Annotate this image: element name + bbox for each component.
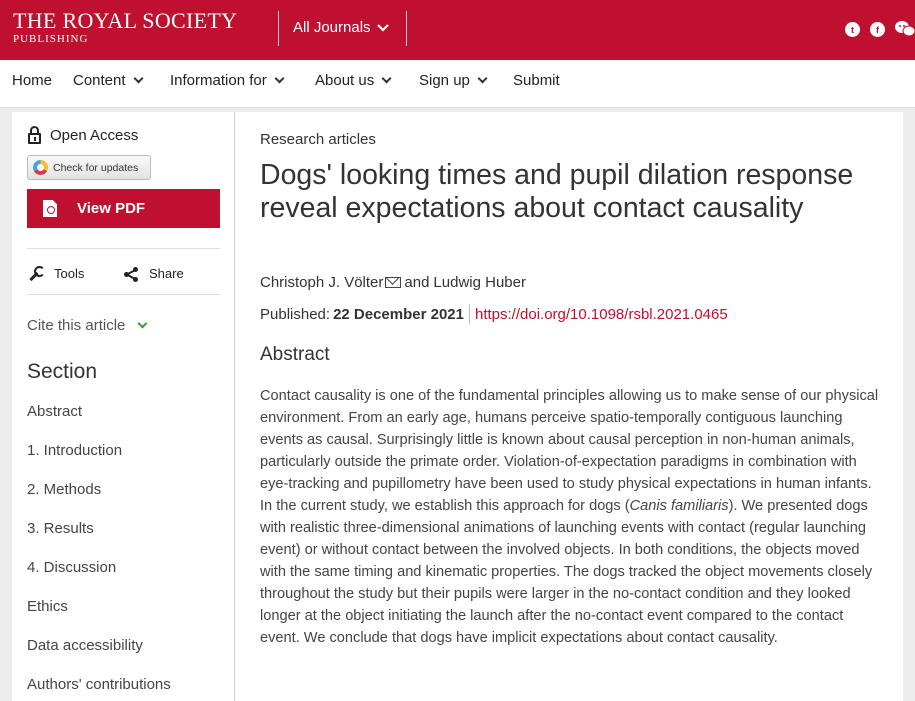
doi-link[interactable]: https://doi.org/10.1098/rsbl.2021.0465 [475, 305, 728, 323]
nav-sign-up[interactable] [419, 72, 486, 89]
sidebar-divider [27, 248, 220, 249]
open-lock-icon [28, 126, 41, 144]
chevron-down-icon [133, 74, 143, 84]
published-label: Published: [260, 305, 331, 323]
top-header-bar [0, 0, 915, 60]
author-list [260, 274, 526, 291]
share-icon [124, 267, 138, 281]
nav-home-label: Home [12, 72, 53, 89]
check-updates-label: Check for updates [53, 161, 139, 174]
section-link-data-accessibility[interactable]: Data accessibility [27, 637, 143, 654]
tools-button[interactable] [28, 266, 84, 281]
twitter-icon[interactable]: t [845, 22, 860, 37]
section-link-authors-contributions[interactable]: Authors' contributions [27, 676, 171, 693]
nav-about-us[interactable] [315, 72, 390, 89]
cite-this-article-toggle[interactable] [27, 317, 146, 334]
royal-society-logo[interactable] [13, 9, 237, 45]
share-label: Share [149, 266, 184, 281]
section-heading: Section [27, 360, 98, 383]
nav-information-for[interactable] [170, 72, 283, 89]
wrench-icon [28, 266, 43, 281]
header-divider [278, 11, 279, 46]
cite-label: Cite this article [27, 317, 126, 334]
published-divider [469, 304, 470, 324]
publication-info [260, 304, 728, 324]
nav-about-us-label: About us [315, 72, 375, 89]
wechat-icon[interactable] [895, 20, 915, 38]
chevron-down-icon [382, 74, 392, 84]
check-for-updates-button[interactable] [27, 155, 151, 180]
species-name: Canis familiaris [629, 498, 729, 514]
logo-main-text: THE ROYAL SOCIETY [13, 8, 238, 33]
section-link-results[interactable]: 3. Results [27, 520, 94, 537]
article-category: Research articles [260, 131, 376, 148]
facebook-icon[interactable]: f [870, 22, 885, 37]
section-link-introduction[interactable]: 1. Introduction [27, 442, 123, 459]
chevron-down-icon [138, 319, 148, 329]
pdf-icon [43, 200, 57, 217]
all-journals-label: All Journals [293, 19, 371, 36]
article-sidebar [12, 112, 235, 701]
main-navigation [0, 60, 915, 108]
article-page [12, 112, 903, 701]
abstract-text [260, 385, 882, 649]
tools-label: Tools [54, 266, 85, 281]
nav-submit[interactable] [513, 72, 560, 89]
author-separator: and [404, 274, 430, 291]
sidebar-divider [27, 294, 220, 295]
nav-content-label: Content [73, 72, 126, 89]
published-date: 22 December 2021 [333, 305, 464, 323]
chevron-down-icon [377, 24, 389, 32]
section-link-methods[interactable]: 2. Methods [27, 481, 102, 498]
abstract-text-part: Contact causality is one of the fundamental principles allowing us to make sense of our physical environment. From an early age, humans perceive spatio-temporally contiguous launching events as causal. Surprisingly little is known about causal perception in non-human animals, particularly outside the primate order. Violation-of-expectation paradigms in combination with eye-tracking and pupillometry have been used to study physical expectations in human infants. In the current study, we establish this approach for dogs ( [260, 388, 879, 514]
share-button[interactable] [124, 266, 184, 281]
open-access-label: Open Access [50, 126, 139, 144]
header-divider [406, 11, 407, 46]
logo-sub-text: PUBLISHING [13, 33, 89, 45]
mail-icon[interactable] [385, 277, 401, 288]
abstract-text-part: ). We presented dogs with realistic three-dimensional animations of launching events with contact (regular launching event) or without contact between the involved objects. In both conditions, the objects moved with the same timing and kinematic properties. The dogs tracked the object movements closely throughout the study but their pupils were larger in the no-contact condition and they looked longer at the object initiating the launch after the no-contact event compared to the contact event. We conclude that dogs have implicit expectations about contact causality. [260, 498, 873, 646]
view-pdf-label: View PDF [77, 200, 146, 217]
section-link-discussion[interactable]: 4. Discussion [27, 559, 117, 576]
author-link[interactable]: Christoph J. Völter [260, 274, 384, 291]
view-pdf-button[interactable] [27, 189, 220, 228]
chevron-down-icon [477, 74, 487, 84]
all-journals-dropdown[interactable] [293, 19, 389, 36]
nav-home[interactable] [12, 72, 52, 89]
abstract-heading: Abstract [260, 344, 330, 365]
section-link-ethics[interactable]: Ethics [27, 598, 68, 615]
section-link-abstract[interactable]: Abstract [27, 403, 83, 420]
nav-submit-label: Submit [513, 72, 560, 89]
article-title: Dogs' looking times and pupil dilation response reveal expectations about contact causality [260, 159, 854, 224]
nav-information-for-label: Information for [170, 72, 267, 89]
author-link[interactable]: Ludwig Huber [433, 274, 526, 291]
chevron-down-icon [274, 74, 284, 84]
nav-content[interactable] [73, 72, 142, 89]
nav-sign-up-label: Sign up [419, 72, 470, 89]
crossmark-icon [33, 160, 48, 175]
open-access-badge [28, 126, 138, 144]
